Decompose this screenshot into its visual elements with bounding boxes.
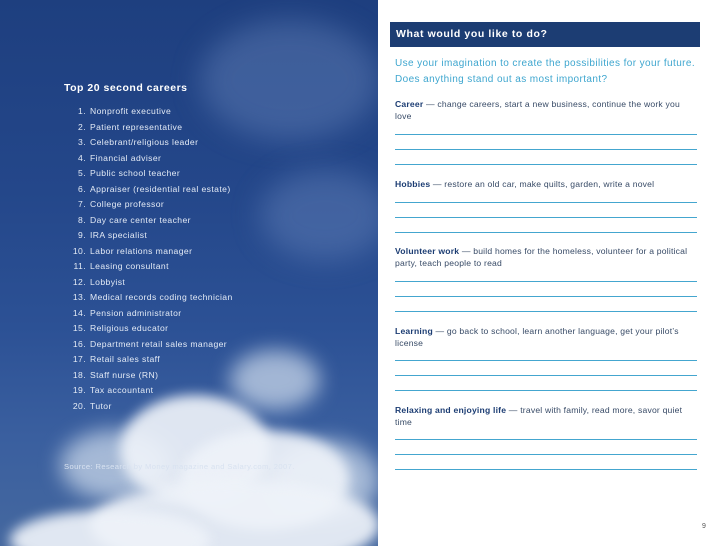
list-item-label: Department retail sales manager <box>90 338 228 349</box>
list-item <box>64 120 233 136</box>
writing-line[interactable] <box>395 202 697 203</box>
list-item-number: 9. <box>78 230 86 240</box>
list-item <box>64 306 233 322</box>
writing-line[interactable] <box>395 390 697 391</box>
list-item-label: Patient representative <box>90 121 183 132</box>
list-item-label: Public school teacher <box>90 168 181 178</box>
list-item <box>64 166 233 182</box>
prompt-text: — restore an old car, make quilts, garden, write a novel <box>430 179 655 189</box>
writing-line[interactable] <box>395 360 697 361</box>
writing-line[interactable] <box>395 454 697 455</box>
prompt-heading: Learning <box>395 326 433 336</box>
list-item-number: 14. <box>72 307 86 318</box>
prompt-text: — go back to school, learn another language, get your pilot’s license <box>395 326 679 348</box>
list-item-label: Day care center teacher <box>90 214 191 225</box>
list-item-label: Retail sales staff <box>90 354 161 364</box>
list-item <box>64 290 233 306</box>
prompt-label <box>395 246 697 269</box>
list-item <box>64 228 233 244</box>
list-item <box>64 321 233 337</box>
list-item-number: 13. <box>72 292 86 302</box>
list-item-label: Celebrant/religious leader <box>90 137 199 147</box>
list-item-number: 6. <box>78 183 86 194</box>
list-item-number: 3. <box>78 137 86 147</box>
list-item-number: 17. <box>72 354 86 364</box>
list-item <box>64 399 233 415</box>
list-item-number: 12. <box>72 276 86 287</box>
list-item <box>64 104 233 120</box>
careers-list-title: Top 20 second careers <box>64 82 188 94</box>
writing-line[interactable] <box>395 232 697 233</box>
writing-line[interactable] <box>395 296 697 297</box>
cloud-shape <box>230 350 320 410</box>
prompt-label <box>395 99 697 122</box>
list-item-label: Financial adviser <box>90 152 162 163</box>
list-item <box>64 135 233 151</box>
list-item <box>64 259 233 275</box>
prompt-text: — travel with family, read more, savor quiet time <box>395 405 683 427</box>
list-item-label: Nonprofit executive <box>90 106 172 116</box>
prompt-career <box>395 99 697 122</box>
list-item <box>64 182 233 198</box>
writing-line[interactable] <box>395 164 697 165</box>
writing-line[interactable] <box>395 375 697 376</box>
writing-line[interactable] <box>395 149 697 150</box>
list-item-number: 15. <box>72 323 86 333</box>
list-item-label: Lobbyist <box>90 276 126 287</box>
list-item-number: 18. <box>72 369 86 380</box>
prompt-label <box>395 326 697 349</box>
prompt-volunteer-work <box>395 246 697 269</box>
section-header-bar <box>390 22 700 47</box>
writing-line[interactable] <box>395 281 697 282</box>
list-item-number: 16. <box>72 338 86 349</box>
list-item-label: Tutor <box>90 400 112 411</box>
list-item-number: 1. <box>78 106 86 116</box>
list-item-number: 19. <box>72 385 86 395</box>
list-item-label: IRA specialist <box>90 230 148 240</box>
list-item <box>64 151 233 167</box>
list-item-number: 2. <box>78 121 86 132</box>
writing-line[interactable] <box>395 134 697 135</box>
list-item-label: Leasing consultant <box>90 261 169 271</box>
list-item-number: 8. <box>78 214 86 225</box>
prompt-heading: Career <box>395 99 424 109</box>
list-item <box>64 383 233 399</box>
prompt-label <box>395 179 697 191</box>
list-item <box>64 197 233 213</box>
list-item-number: 20. <box>72 400 86 411</box>
prompt-text: — build homes for the homeless, volunteer for a political party, teach people to read <box>395 246 688 268</box>
writing-line[interactable] <box>395 217 697 218</box>
writing-line[interactable] <box>395 469 697 470</box>
list-item-label: Medical records coding technician <box>90 292 233 302</box>
source-citation: Source: Research by Money magazine and Salary.com, 2007. <box>64 462 295 471</box>
list-item-label: Tax accountant <box>90 385 154 395</box>
list-item-number: 5. <box>78 168 86 178</box>
prompt-heading: Hobbies <box>395 179 431 189</box>
prompt-heading: Relaxing and enjoying life <box>395 405 507 415</box>
list-item <box>64 352 233 368</box>
cloud-shape <box>260 170 378 260</box>
list-item <box>64 368 233 384</box>
list-item-number: 10. <box>72 245 86 256</box>
careers-list <box>64 104 233 414</box>
prompt-learning <box>395 326 697 349</box>
list-item-label: Religious educator <box>90 323 169 333</box>
list-item-label: College professor <box>90 199 165 209</box>
list-item <box>64 244 233 260</box>
intro-text: Use your imagination to create the possibilities for your future. Does anything stand out as most important? <box>395 58 696 85</box>
section-header-title: What would you like to do? <box>396 28 548 40</box>
list-item <box>64 275 233 291</box>
prompt-hobbies <box>395 179 697 191</box>
prompt-relaxing <box>395 405 697 428</box>
list-item <box>64 213 233 229</box>
prompt-text: — change careers, start a new business, continue the work you love <box>395 99 680 121</box>
prompt-heading: Volunteer work <box>395 246 460 256</box>
list-item-number: 11. <box>73 261 86 271</box>
writing-line[interactable] <box>395 311 697 312</box>
page-number: 9 <box>702 523 706 530</box>
writing-line[interactable] <box>395 439 697 440</box>
list-item-label: Appraiser (residential real estate) <box>90 183 231 194</box>
prompt-label <box>395 405 697 428</box>
list-item <box>64 337 233 353</box>
list-item-label: Staff nurse (RN) <box>90 369 159 380</box>
list-item-number: 7. <box>78 199 86 209</box>
list-item-label: Pension administrator <box>90 307 182 318</box>
list-item-label: Labor relations manager <box>90 245 193 256</box>
list-item-number: 4. <box>78 152 86 163</box>
